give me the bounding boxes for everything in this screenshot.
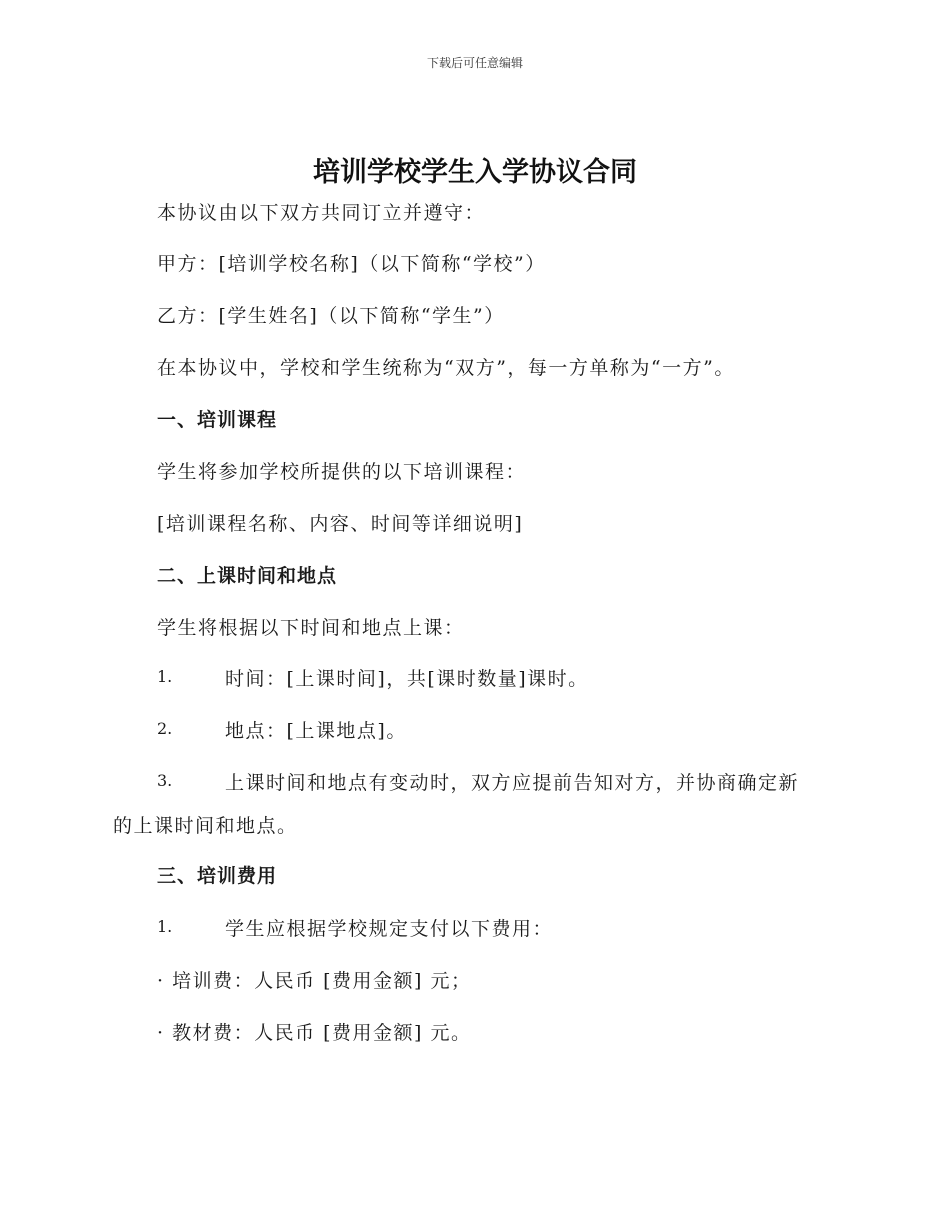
section-2-item-3-text: 上课时间和地点有变动时，双方应提前告知对方，并协商确定新 — [225, 772, 800, 794]
party-b-text: 乙方：[学生姓名]（以下简称“学生”） — [157, 305, 505, 327]
section-3-item-1-text: 学生应根据学校规定支付以下费用： — [225, 918, 554, 940]
section-2-item-2-text: 地点：[上课地点]。 — [225, 720, 407, 742]
section-2-item-1-text: 时间：[上课时间]，共[课时数量]课时。 — [225, 668, 589, 690]
section-2-heading: 二、上课时间和地点 — [157, 565, 338, 587]
section-2-item-3-continuation: 的上课时间和地点。 — [113, 815, 298, 837]
document-title: 培训学校学生入学协议合同 — [313, 157, 637, 188]
section-3-heading: 三、培训费用 — [157, 865, 278, 887]
section-2-item-1-number: 1. — [157, 667, 173, 686]
section-2-item-2-number: 2. — [157, 719, 173, 738]
section-2-line-1: 学生将根据以下时间和地点上课： — [157, 617, 465, 639]
party-a-text: 甲方：[培训学校名称]（以下简称“学校”） — [157, 253, 546, 275]
section-1-heading: 一、培训课程 — [157, 409, 278, 431]
section-1-line-2: [培训课程名称、内容、时间等详细说明] — [157, 513, 524, 535]
section-2-item-3-number: 3. — [157, 771, 173, 790]
section-3-bullet-1: · 培训费：人民币 [费用金额] 元； — [157, 970, 472, 992]
header-note: 下载后可任意编辑 — [426, 56, 523, 70]
section-3-bullet-2: · 教材费：人民币 [费用金额] 元。 — [157, 1022, 472, 1044]
collective-text: 在本协议中，学校和学生统称为“双方”，每一方单称为“一方”。 — [157, 357, 735, 379]
section-3-item-1-number: 1. — [157, 917, 173, 936]
intro-text: 本协议由以下双方共同订立并遵守： — [157, 202, 486, 224]
section-1-line-1: 学生将参加学校所提供的以下培训课程： — [157, 461, 527, 483]
